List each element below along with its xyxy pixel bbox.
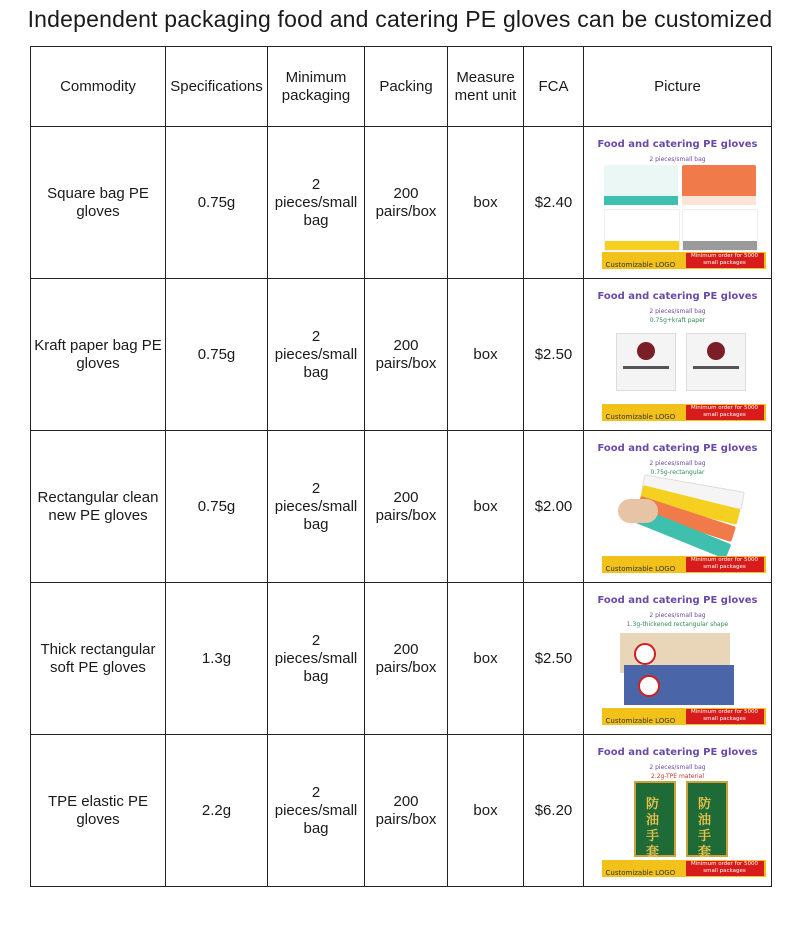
picture-cell bbox=[584, 431, 772, 583]
kraft-pack-image bbox=[616, 333, 676, 391]
fca-cell: $2.00 bbox=[524, 431, 584, 583]
header-measurement-unit: Measure ment unit bbox=[448, 47, 524, 127]
packing-cell: 200 pairs/box bbox=[365, 127, 448, 279]
fca-cell: $2.50 bbox=[524, 583, 584, 735]
logo-bar bbox=[602, 404, 766, 421]
orange-pack-image bbox=[682, 165, 756, 205]
customizable-logo-label: Customizable LOGO bbox=[605, 412, 676, 421]
spec-cell: 1.3g bbox=[166, 583, 268, 735]
teal-pack-image bbox=[604, 165, 678, 205]
image-note: 2.2g-TPE material bbox=[651, 772, 704, 780]
product-image-kraft-bag bbox=[590, 285, 766, 425]
image-heading: Food and catering PE gloves bbox=[597, 594, 758, 606]
commodity-cell: Rectangular clean new PE gloves bbox=[31, 431, 166, 583]
pack-glyphs: 防油手套 bbox=[697, 796, 711, 860]
image-heading: Food and catering PE gloves bbox=[597, 442, 758, 454]
spec-cell: 0.75g bbox=[166, 431, 268, 583]
spec-cell: 2.2g bbox=[166, 735, 268, 887]
image-note: 0.75g-rectangular bbox=[650, 468, 705, 476]
fca-cell: $2.40 bbox=[524, 127, 584, 279]
image-subheading: 2 pieces/small bag bbox=[649, 763, 706, 771]
picture-cell bbox=[584, 127, 772, 279]
blue-pack-image bbox=[624, 665, 734, 705]
unit-cell: box bbox=[448, 735, 524, 887]
hand-image bbox=[618, 499, 658, 523]
header-picture: Picture bbox=[584, 47, 772, 127]
logo-bar bbox=[602, 708, 766, 725]
product-image-rectangular bbox=[590, 437, 766, 577]
picture-cell bbox=[584, 735, 772, 887]
minimum-order-badge: Minimum order for 5000 small packages bbox=[686, 253, 764, 268]
image-heading: Food and catering PE gloves bbox=[597, 138, 758, 150]
table-header-row bbox=[31, 47, 772, 127]
customizable-logo-label: Customizable LOGO bbox=[605, 564, 676, 573]
minimum-order-badge: Minimum order for 5000 small packages bbox=[686, 557, 764, 572]
header-packing: Packing bbox=[365, 47, 448, 127]
fca-cell: $6.20 bbox=[524, 735, 584, 887]
minimum-order-badge: Minimum order for 5000 small packages bbox=[686, 405, 764, 420]
unit-cell: box bbox=[448, 127, 524, 279]
image-heading: Food and catering PE gloves bbox=[597, 290, 758, 302]
customizable-logo-label: Customizable LOGO bbox=[605, 716, 676, 725]
minimum-order-badge: Minimum order for 5000 small packages bbox=[686, 709, 764, 724]
header-commodity: Commodity bbox=[31, 47, 166, 127]
min-pack-cell: 2 pieces/small bag bbox=[268, 583, 365, 735]
image-note: 0.75g+kraft paper bbox=[649, 316, 706, 324]
picture-cell bbox=[584, 583, 772, 735]
picture-cell bbox=[584, 279, 772, 431]
packing-cell: 200 pairs/box bbox=[365, 735, 448, 887]
yellow-pack-image bbox=[604, 209, 680, 251]
header-fca: FCA bbox=[524, 47, 584, 127]
min-pack-cell: 2 pieces/small bag bbox=[268, 279, 365, 431]
image-subheading: 2 pieces/small bag bbox=[649, 611, 706, 619]
header-minimum-packaging: Minimum packaging bbox=[268, 47, 365, 127]
commodity-cell: Kraft paper bag PE gloves bbox=[31, 279, 166, 431]
packing-cell: 200 pairs/box bbox=[365, 431, 448, 583]
min-pack-cell: 2 pieces/small bag bbox=[268, 127, 365, 279]
spec-cell: 0.75g bbox=[166, 279, 268, 431]
image-note: 1.3g-thickened rectangular shape bbox=[626, 620, 729, 628]
table-row bbox=[31, 431, 772, 583]
product-image-square-bag bbox=[590, 133, 766, 273]
table-row bbox=[31, 127, 772, 279]
logo-bar bbox=[602, 556, 766, 573]
packing-cell: 200 pairs/box bbox=[365, 583, 448, 735]
table-row bbox=[31, 735, 772, 887]
product-table bbox=[30, 46, 772, 887]
min-pack-cell: 2 pieces/small bag bbox=[268, 431, 365, 583]
logo-bar bbox=[602, 252, 766, 269]
page-title: Independent packaging food and catering PE gloves can be customized bbox=[27, 6, 773, 32]
image-subheading: 2 pieces/small bag bbox=[649, 459, 706, 467]
image-heading: Food and catering PE gloves bbox=[597, 746, 758, 758]
logo-bar bbox=[602, 860, 766, 877]
commodity-cell: Square bag PE gloves bbox=[31, 127, 166, 279]
min-pack-cell: 2 pieces/small bag bbox=[268, 735, 365, 887]
image-subheading: 2 pieces/small bag bbox=[649, 307, 706, 315]
image-subheading: 2 pieces/small bag bbox=[649, 155, 706, 163]
pack-glyphs: 防油手套 bbox=[645, 796, 659, 860]
product-image-thick-rectangular bbox=[590, 589, 766, 729]
product-image-tpe bbox=[590, 741, 766, 881]
table-row bbox=[31, 279, 772, 431]
spec-cell: 0.75g bbox=[166, 127, 268, 279]
fca-cell: $2.50 bbox=[524, 279, 584, 431]
customizable-logo-label: Customizable LOGO bbox=[605, 868, 676, 877]
customizable-logo-label: Customizable LOGO bbox=[605, 260, 676, 269]
unit-cell: box bbox=[448, 431, 524, 583]
kraft-pack-image bbox=[686, 333, 746, 391]
green-pack-image bbox=[686, 781, 728, 860]
minimum-order-badge: Minimum order for 5000 small packages bbox=[686, 861, 764, 876]
unit-cell: box bbox=[448, 583, 524, 735]
gray-pack-image bbox=[682, 209, 758, 251]
packing-cell: 200 pairs/box bbox=[365, 279, 448, 431]
commodity-cell: Thick rectangular soft PE gloves bbox=[31, 583, 166, 735]
unit-cell: box bbox=[448, 279, 524, 431]
header-specifications: Specifications bbox=[166, 47, 268, 127]
table-row bbox=[31, 583, 772, 735]
green-pack-image bbox=[634, 781, 676, 860]
commodity-cell: TPE elastic PE gloves bbox=[31, 735, 166, 887]
